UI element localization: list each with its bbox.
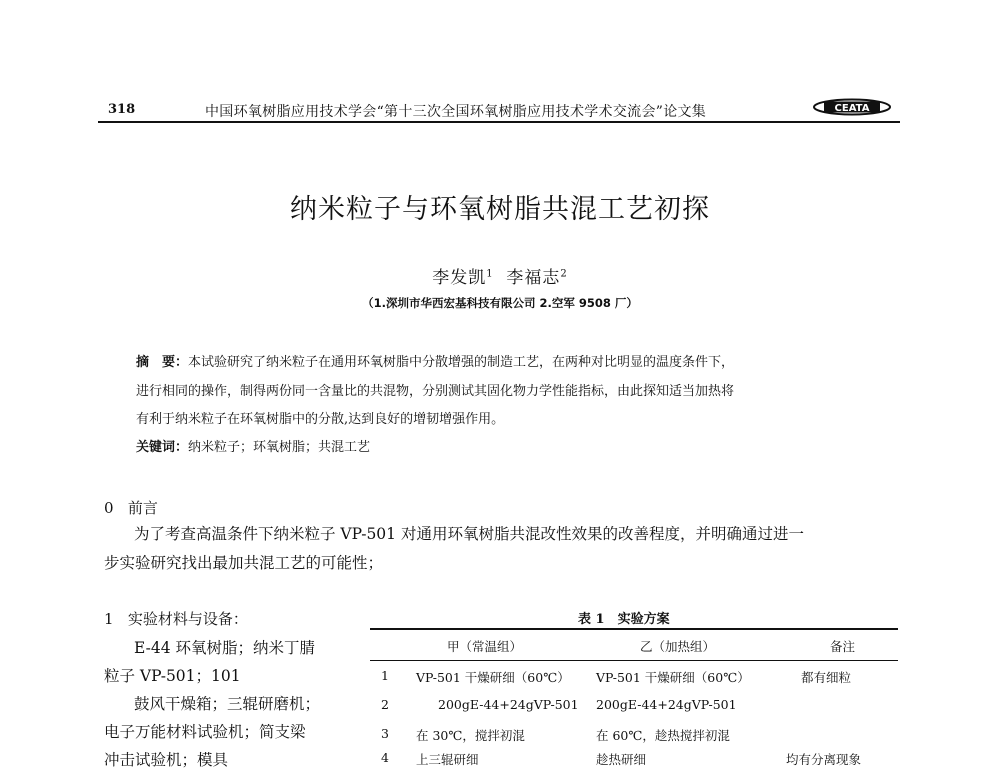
table-cell: 1 (381, 668, 389, 683)
table-cell: 上三辊研细 (416, 752, 479, 767)
body-line: 鼓风干燥箱；三辊研磨机； (134, 695, 321, 713)
author-name: 李福志 (506, 268, 561, 288)
table-cell: 在 60℃，趁热搅拌初混 (596, 728, 730, 743)
keywords (136, 436, 370, 455)
table-caption: 表 1 实验方案 (578, 612, 670, 627)
table-cell: 在 30℃，搅拌初混 (416, 728, 525, 743)
table-cell: 200gE-44+24gVP-501 (596, 697, 737, 712)
abstract-line: 有利于纳米粒子在环氧树脂中的分散,达到良好的增韧增强作用。 (136, 412, 505, 427)
body-line: 粒子 VP-501；101 (104, 667, 241, 685)
body-line: 冲击试验机；模具 (104, 751, 229, 769)
section-title: 实验材料与设备： (127, 610, 248, 628)
body-line: 为了考查高温条件下纳米粒子 VP-501 对通用环氧树脂共混改性效果的改善程度，并明确通过进一 (134, 525, 804, 543)
table-header-cell: 备注 (830, 639, 856, 654)
section-title: 前言 (127, 499, 158, 517)
paper-title: 纳米粒子与环氧树脂共混工艺初探 (290, 194, 710, 225)
author-affil-mark: 2 (560, 268, 568, 280)
ceata-logo (812, 98, 892, 116)
table-top-rule (370, 628, 898, 630)
section-number: 1 (104, 610, 114, 628)
table-header-cell: 甲（常温组） (447, 639, 523, 654)
table-header-rule (370, 660, 898, 661)
section-number: 0 (104, 499, 114, 517)
table-cell: 均有分离现象 (786, 752, 862, 767)
table-cell: 都有细粒 (801, 670, 852, 685)
keywords-text: 纳米粒子；环氧树脂；共混工艺 (188, 440, 371, 455)
abstract-label: 摘 要： (136, 355, 189, 370)
body-line: E-44 环氧树脂；纳米丁腈 (134, 639, 315, 657)
table-cell: VP-501 干燥研细（60℃） (416, 670, 570, 685)
header-rule (98, 121, 900, 123)
abstract-line (136, 351, 734, 370)
running-title: 中国环氧树脂应用技术学会“第十三次全国环氧树脂应用技术学术交流会”论文集 (205, 104, 707, 120)
abstract-line: 进行相同的操作，制得两份同一含量比的共混物，分别测试其固化物力学性能指标，由此探知适当加热将 (136, 384, 735, 399)
author-name: 李发凯 (432, 268, 487, 288)
abstract-text: 本试验研究了纳米粒子在通用环氧树脂中分散增强的制造工艺，在两种对比明显的温度条件下， (188, 355, 735, 370)
body-line: 步实验研究找出最加共混工艺的可能性； (104, 554, 384, 572)
logo-text: CEATA (834, 103, 870, 114)
table-cell: 趁热研细 (596, 752, 647, 767)
page-number: 318 (108, 102, 136, 117)
table-header-cell: 乙（加热组） (640, 639, 716, 654)
section-0-heading (104, 497, 158, 518)
authors (0, 263, 1000, 288)
table-cell: 2 (381, 697, 389, 712)
author-affil-mark: 1 (486, 268, 494, 280)
table-cell: 200gE-44+24gVP-501 (438, 697, 579, 712)
body-line: 电子万能材料试验机；简支梁 (104, 723, 306, 741)
table-cell: 4 (381, 750, 389, 765)
affiliation: （1.深圳市华西宏基科技有限公司 2.空军 9508 厂） (362, 296, 638, 310)
keywords-label: 关键词： (136, 440, 189, 455)
table-cell: VP-501 干燥研细（60℃） (596, 670, 750, 685)
section-1-heading (104, 608, 248, 629)
table-cell: 3 (381, 726, 389, 741)
